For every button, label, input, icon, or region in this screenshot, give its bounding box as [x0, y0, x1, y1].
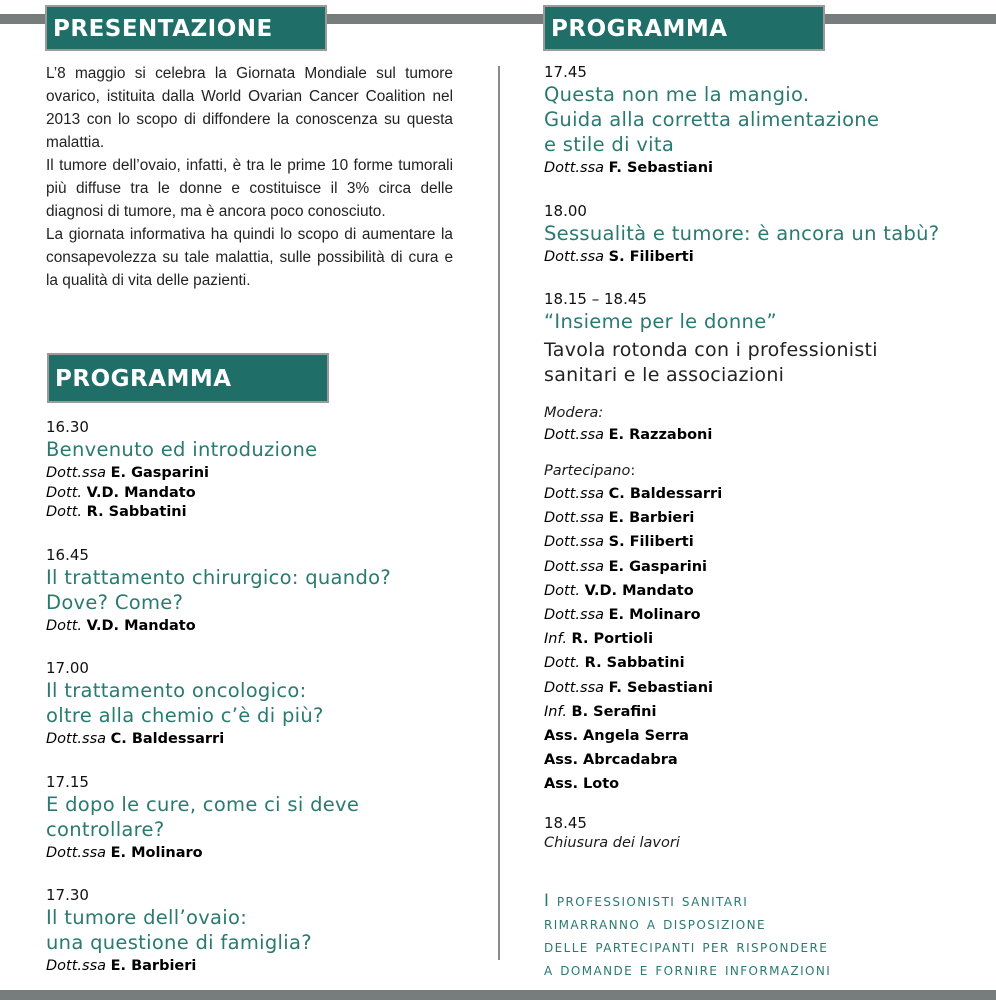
- speakers: [46, 957, 486, 977]
- program-item: [46, 417, 486, 523]
- speaker-role: Dott.ssa: [544, 534, 605, 551]
- speakers: [544, 159, 984, 179]
- program-item: [544, 201, 984, 268]
- title-line: oltre alla chemio c’è di più?: [46, 704, 324, 727]
- program-time: 16.45: [46, 545, 89, 564]
- speaker: [544, 724, 984, 748]
- program-item: [46, 658, 486, 750]
- speaker-name: S. Filiberti: [608, 534, 694, 551]
- program-time: 18.00: [544, 201, 587, 220]
- title-line: Guida alla corretta alimentazione: [544, 108, 880, 131]
- closing: [544, 813, 984, 853]
- program-time: 17.00: [46, 659, 89, 677]
- program-item: [544, 62, 984, 179]
- note-line: a domande e fornire informazioni: [544, 960, 832, 979]
- speaker-name: C. Baldessarri: [608, 486, 723, 502]
- program-time: 17.45: [544, 63, 587, 81]
- program-title: [544, 82, 984, 157]
- speaker-role: Dott.ssa: [46, 465, 107, 481]
- speaker-role: Inf.: [544, 631, 567, 648]
- speaker-name: E. Razzaboni: [608, 427, 713, 443]
- speaker-name: B. Serafini: [571, 703, 657, 720]
- speaker: [46, 484, 486, 504]
- note-line: I professionisti sanitari: [544, 891, 749, 910]
- speaker-name: E. Molinaro: [110, 844, 203, 861]
- moderator: [544, 424, 984, 446]
- speaker: [544, 555, 984, 579]
- speaker-name: E. Barbieri: [608, 510, 695, 527]
- speaker: [46, 617, 486, 637]
- program-title: [46, 792, 486, 842]
- column-divider: [498, 66, 500, 960]
- speaker-name: F. Sebastiani: [608, 679, 714, 696]
- speaker-role: Dott.: [544, 655, 581, 672]
- speaker-role: Dott.: [46, 484, 83, 501]
- speaker-name: R. Sabbatini: [86, 504, 187, 520]
- intro-paragraph: La giornata informativa ha quindi lo scopo di aumentare la consapevolezza su tale malattia, sulle possibilità di cura e la qualità di vita delle pazienti.: [46, 226, 453, 289]
- speaker-name: Ass. Loto: [544, 776, 620, 793]
- program-title: [46, 437, 486, 462]
- title-line: una questione di famiglia?: [46, 931, 312, 954]
- speaker: [544, 700, 984, 724]
- subtitle-line: Tavola rotonda con i professionisti: [544, 339, 878, 361]
- speaker: [46, 464, 486, 484]
- speakers: [544, 248, 984, 268]
- intro-paragraph: L’8 maggio si celebra la Giornata Mondiale sul tumore ovarico, istituita dalla World Ovarian Cancer Coalition nel 2013 con lo scopo di diffondere la conoscenza su questa malattia.: [46, 65, 453, 151]
- speaker-name: E. Gasparini: [110, 465, 209, 481]
- program-time: 17.30: [46, 886, 89, 904]
- speaker-name: E. Barbieri: [110, 958, 197, 974]
- speaker: [46, 730, 486, 750]
- speaker-role: Dott.ssa: [46, 731, 107, 747]
- speaker: [544, 772, 984, 796]
- speaker-name: R. Portioli: [571, 631, 654, 648]
- speaker: [544, 530, 984, 554]
- presentazione-text: [46, 62, 453, 292]
- speaker: [544, 651, 984, 675]
- program-left-list: [46, 417, 486, 999]
- title-line: Dove? Come?: [46, 590, 184, 614]
- speaker-name: R. Sabbatini: [584, 655, 685, 672]
- speaker-name: E. Gasparini: [608, 558, 707, 575]
- presentazione-header: PRESENTAZIONE: [45, 5, 327, 51]
- round-table: [544, 289, 984, 797]
- speaker-role: Dott.: [544, 582, 581, 599]
- title-line: controllare?: [46, 817, 165, 841]
- speaker-name: S. Filiberti: [608, 248, 694, 265]
- title-line: Il tumore dell’ovaio:: [46, 906, 248, 929]
- speaker: [544, 506, 984, 530]
- title-line: Il trattamento chirurgico: quando?: [46, 565, 392, 589]
- moderator-label: Modera:: [544, 405, 604, 421]
- speaker: [544, 159, 984, 179]
- speakers: [46, 730, 486, 750]
- speaker-name: V.D. Mandato: [86, 617, 196, 634]
- speaker-role: Dott.: [46, 617, 83, 634]
- closing-time: 18.45: [544, 813, 587, 832]
- title-line: E dopo le cure, come ci si deve: [46, 792, 360, 816]
- speaker: [544, 482, 984, 506]
- speaker-name: C. Baldessarri: [110, 731, 225, 747]
- title-line: Il trattamento oncologico:: [46, 679, 307, 702]
- speaker: [544, 748, 984, 772]
- speakers: [46, 464, 486, 523]
- speaker: [544, 248, 984, 268]
- program-item: [46, 772, 486, 864]
- speaker-role: Dott.ssa: [544, 427, 605, 443]
- speaker: [46, 957, 486, 977]
- program-title: [46, 678, 486, 728]
- speaker: [544, 603, 984, 627]
- speaker: [46, 503, 486, 523]
- speaker-role: Dott.ssa: [544, 486, 605, 502]
- speakers: [46, 844, 486, 864]
- program-title: “Insieme per le donne”: [544, 310, 777, 333]
- title-line: Sessualità e tumore: è ancora un tabù?: [544, 221, 940, 245]
- speaker-name: Ass. Angela Serra: [544, 728, 689, 745]
- intro-paragraph: Il tumore dell’ovaio, infatti, è tra le prime 10 forme tumorali più diffuse tra le donne e costituisce il 3% circa delle diagnosi di tumore, ma è ancora poco conosciuto.: [46, 157, 453, 220]
- program-time: 17.15: [46, 772, 89, 791]
- speaker-name: Ass. Abrcadabra: [544, 752, 678, 769]
- programma-right-header: PROGRAMMA: [543, 5, 825, 51]
- program-time: 18.15 – 18.45: [544, 290, 647, 308]
- title-line: Questa non me la mangio.: [544, 83, 810, 106]
- speaker-name: V.D. Mandato: [584, 582, 694, 599]
- speaker: [46, 844, 486, 864]
- speaker-role: Dott.ssa: [544, 607, 605, 624]
- speaker-role: Dott.: [46, 504, 83, 520]
- program-right-list: [544, 62, 984, 853]
- speaker-role: Inf.: [544, 703, 567, 720]
- speaker-role: Dott.ssa: [544, 160, 605, 176]
- program-title: [46, 905, 486, 955]
- program-title: [46, 565, 486, 615]
- speaker-role: Dott.ssa: [46, 844, 107, 861]
- round-table-subtitle: [544, 338, 984, 388]
- participants-label-text: Partecipano: [544, 463, 631, 479]
- speakers: [46, 617, 486, 637]
- program-item: [46, 885, 486, 977]
- note-line: delle partecipanti per rispondere: [544, 937, 829, 956]
- title-line: Benvenuto ed introduzione: [46, 438, 318, 461]
- speaker: [544, 627, 984, 651]
- speaker-role: Dott.ssa: [544, 679, 605, 696]
- speaker-name: E. Molinaro: [608, 607, 701, 624]
- speaker-role: Dott.ssa: [544, 558, 605, 575]
- participants-list: [544, 482, 984, 797]
- programma-left-header: PROGRAMMA: [47, 353, 329, 403]
- note-line: rimarranno a disposizione: [544, 914, 766, 933]
- program-time: 16.30: [46, 418, 89, 436]
- program-item: [46, 545, 486, 637]
- speaker-role: Dott.ssa: [544, 510, 605, 527]
- closing-note: [544, 889, 984, 981]
- speaker: [544, 579, 984, 603]
- speaker-role: Dott.ssa: [544, 248, 605, 265]
- speaker: [544, 676, 984, 700]
- speaker-role: Dott.ssa: [46, 958, 107, 974]
- speaker-name: F. Sebastiani: [608, 160, 714, 176]
- participants-label: [544, 460, 984, 482]
- speaker-name: V.D. Mandato: [86, 484, 196, 501]
- closing-text: Chiusura dei lavori: [544, 834, 680, 851]
- title-line: e stile di vita: [544, 133, 675, 156]
- subtitle-line: sanitari e le associazioni: [544, 364, 785, 386]
- participants-colon: :: [630, 463, 636, 479]
- program-title: [544, 221, 984, 246]
